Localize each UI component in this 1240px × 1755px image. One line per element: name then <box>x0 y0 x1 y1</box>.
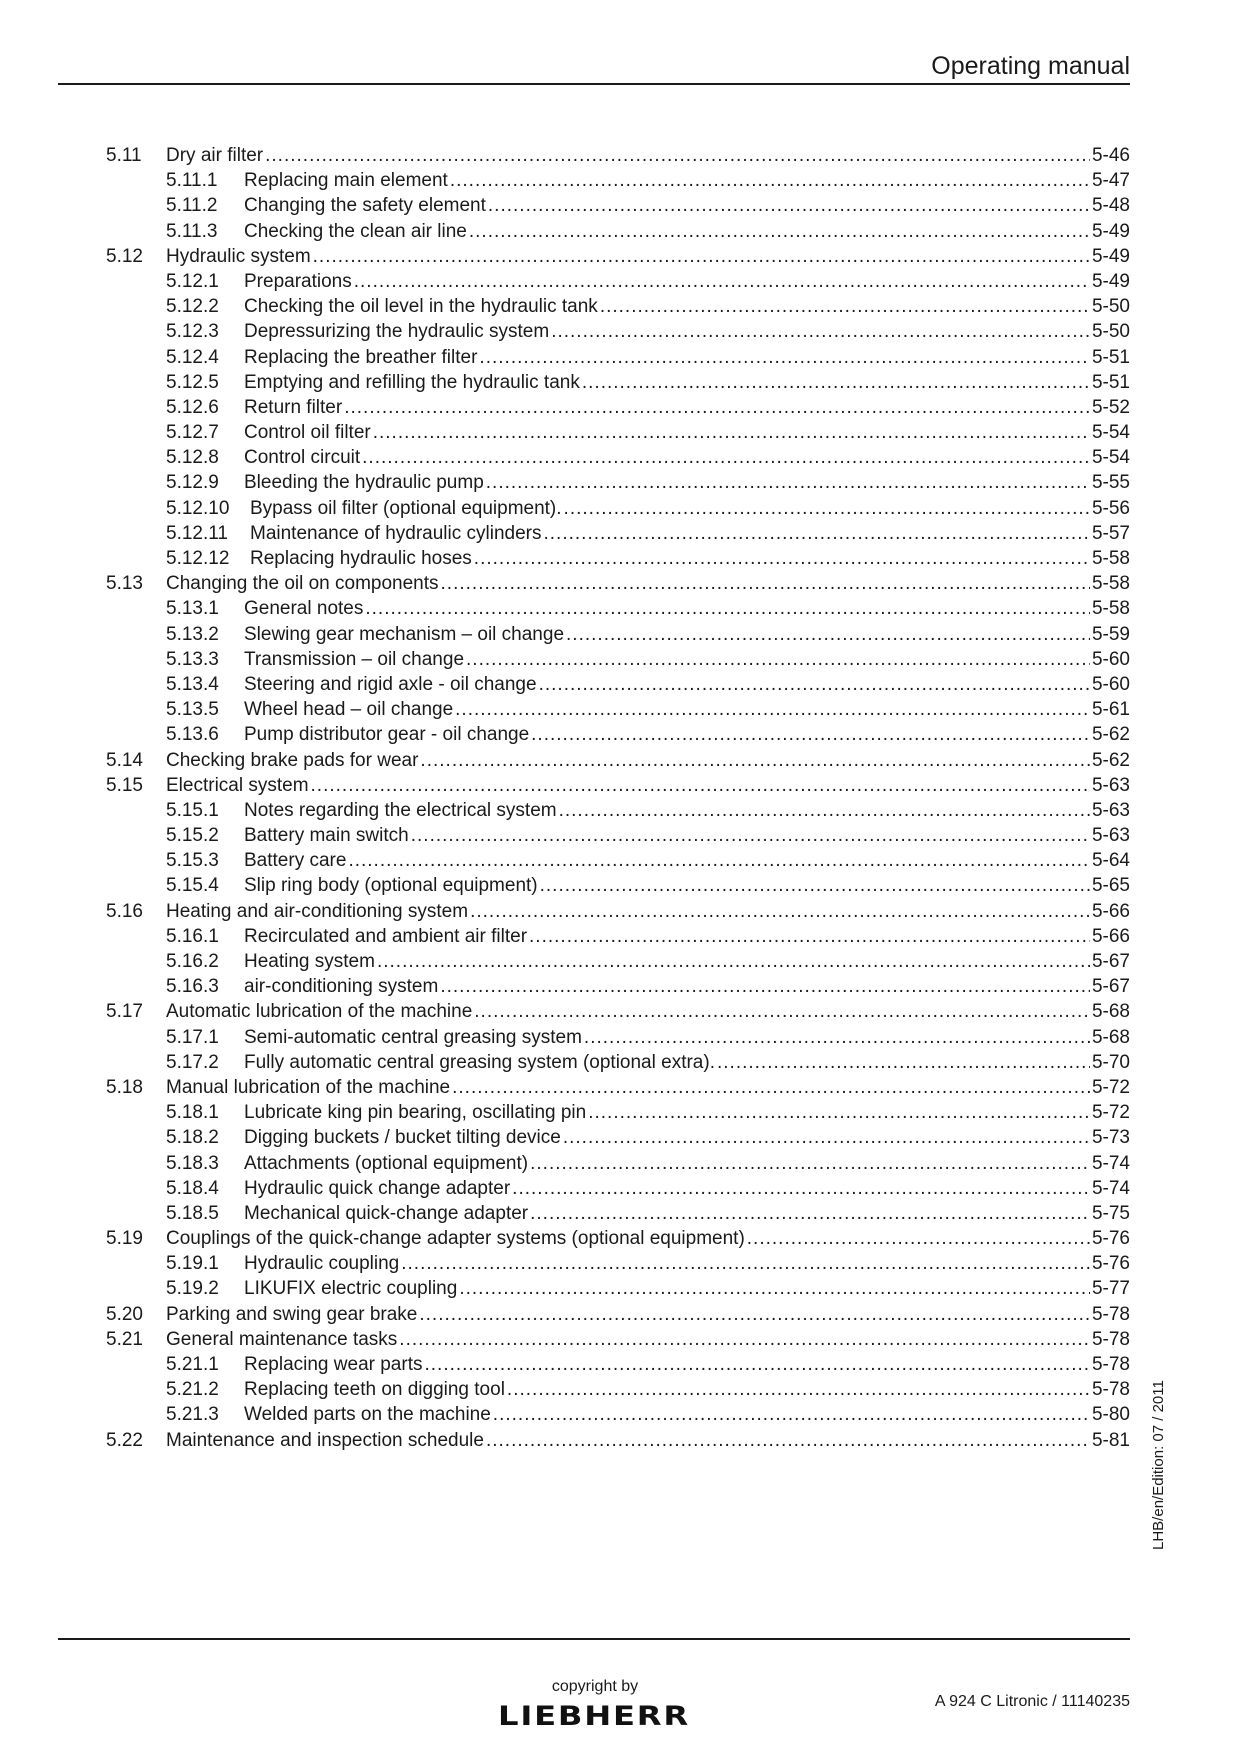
toc-leader-dots <box>311 773 1090 798</box>
toc-section-row[interactable] <box>106 748 1130 773</box>
toc-number: 5.13.6 <box>166 724 219 746</box>
toc-title: Pump distributor gear - oil change <box>244 724 530 746</box>
toc-title: General maintenance tasks <box>166 1328 398 1350</box>
toc-page-number: 5-77 <box>1091 1278 1130 1300</box>
toc-number: 5.20 <box>106 1303 143 1325</box>
toc-number: 5.12.9 <box>166 472 219 494</box>
toc-subsection-row[interactable] <box>106 722 1130 747</box>
toc-page-number: 5-51 <box>1091 371 1130 393</box>
toc-leader-dots <box>420 748 1090 773</box>
toc-title: Wheel head – oil change <box>244 699 454 721</box>
toc-number: 5.15.3 <box>166 850 219 872</box>
toc-section-row[interactable] <box>106 899 1130 924</box>
toc-number: 5.22 <box>106 1429 143 1451</box>
toc-number: 5.12.2 <box>166 296 219 318</box>
toc-page-number: 5-55 <box>1091 472 1130 494</box>
toc-page-number: 5-67 <box>1091 976 1130 998</box>
toc-page-number: 5-68 <box>1091 1001 1130 1023</box>
toc-leader-dots <box>544 521 1090 546</box>
toc-title: Replacing hydraulic hoses <box>250 548 472 569</box>
toc-title: Changing the safety element <box>244 195 486 217</box>
toc-leader-dots <box>479 345 1090 370</box>
toc-leader-dots <box>474 546 1090 571</box>
toc-title: Steering and rigid axle - oil change <box>244 673 537 695</box>
toc-leader-dots <box>469 219 1090 244</box>
toc-number: 5.19.2 <box>166 1278 219 1300</box>
toc-leader-dots <box>564 496 1090 521</box>
toc-number: 5.13.4 <box>166 673 219 695</box>
liebherr-logo <box>496 1700 692 1730</box>
toc-section-row[interactable] <box>106 1428 1130 1453</box>
toc-number: 5.12.10 <box>166 497 230 519</box>
toc-number: 5.19 <box>106 1228 143 1250</box>
toc-section-row[interactable] <box>106 143 1130 168</box>
toc-title: Slip ring body (optional equipment) <box>244 875 538 897</box>
toc-page-number: 5-61 <box>1091 699 1130 721</box>
toc-title: Couplings of the quick-change adapter systems (optional equipment) <box>166 1228 745 1250</box>
toc-page-number: 5-54 <box>1091 422 1130 444</box>
toc-subsection-row[interactable] <box>106 1125 1130 1150</box>
toc-number: 5.18.2 <box>166 1127 219 1149</box>
toc-number: 5.16.1 <box>166 925 219 947</box>
toc-number: 5.13.5 <box>166 699 219 721</box>
toc-page-number: 5-74 <box>1091 1152 1130 1174</box>
toc-page-number: 5-63 <box>1091 825 1130 847</box>
toc-subsection-row[interactable] <box>106 496 1130 521</box>
toc-leader-dots <box>551 319 1090 344</box>
toc-title: Attachments (optional equipment) <box>244 1152 529 1174</box>
toc-title: Maintenance of hydraulic cylinders <box>250 522 542 544</box>
toc-title: Preparations <box>244 270 352 292</box>
toc-title: Semi-automatic central greasing system <box>244 1026 582 1048</box>
toc-number: 5.13 <box>106 573 143 595</box>
toc-subsection-row[interactable] <box>106 1201 1130 1226</box>
toc-subsection-row[interactable] <box>106 1100 1130 1125</box>
toc-number: 5.11.1 <box>166 170 218 192</box>
toc-leader-dots <box>440 974 1090 999</box>
toc-page-number: 5-49 <box>1091 220 1130 242</box>
toc-page-number: 5-72 <box>1091 1076 1130 1098</box>
toc-title: Battery care <box>244 850 347 872</box>
toc-title: Automatic lubrication of the machine <box>166 1001 473 1023</box>
toc-title: Lubricate king pin bearing, oscillating pin <box>244 1102 587 1124</box>
toc-subsection-row[interactable] <box>106 974 1130 999</box>
footer-divider <box>58 1638 1130 1640</box>
toc-subsection-row[interactable] <box>106 521 1130 546</box>
toc-page-number: 5-65 <box>1091 875 1130 897</box>
toc-title: Replacing wear parts <box>244 1354 423 1375</box>
toc-number: 5.12.4 <box>166 346 219 368</box>
toc-number: 5.21 <box>106 1328 143 1350</box>
toc-subsection-row[interactable] <box>106 672 1130 697</box>
toc-title: Checking brake pads for wear <box>166 749 419 771</box>
toc-subsection-row[interactable] <box>106 1151 1130 1176</box>
toc-number: 5.19.1 <box>166 1253 219 1275</box>
toc-leader-dots <box>441 571 1090 596</box>
toc-title: Checking the oil level in the hydraulic tank <box>244 296 598 318</box>
toc-title: Notes regarding the electrical system <box>244 799 557 821</box>
toc-page-number: 5-62 <box>1091 724 1130 746</box>
liebherr-logo-text: LIEBHERR <box>498 1701 690 1730</box>
toc-leader-dots <box>373 420 1090 445</box>
toc-leader-dots <box>486 470 1090 495</box>
toc-number: 5.18.3 <box>166 1152 219 1174</box>
toc-leader-dots <box>377 949 1090 974</box>
toc-page-number: 5-54 <box>1091 447 1130 469</box>
toc-number: 5.14 <box>106 749 143 771</box>
toc-leader-dots <box>466 647 1090 672</box>
toc-title: Emptying and refilling the hydraulic tank <box>244 371 580 393</box>
toc-page-number: 5-49 <box>1091 245 1130 267</box>
toc-page-number: 5-64 <box>1091 850 1130 872</box>
toc-page-number: 5-67 <box>1091 951 1130 972</box>
toc-title: Bypass oil filter (optional equipment). <box>250 497 562 519</box>
toc-title: LIKUFIX electric coupling <box>244 1278 458 1300</box>
toc-number: 5.21.1 <box>166 1354 219 1375</box>
toc-leader-dots <box>365 596 1090 621</box>
toc-page-number: 5-60 <box>1091 673 1130 695</box>
toc-leader-dots <box>531 722 1090 747</box>
toc-page-number: 5-80 <box>1091 1404 1130 1426</box>
toc-leader-dots <box>530 1201 1090 1226</box>
toc-subsection-row[interactable] <box>106 596 1130 621</box>
toc-page-number: 5-78 <box>1091 1354 1130 1375</box>
toc-leader-dots <box>348 848 1090 873</box>
toc-title: Slewing gear mechanism – oil change <box>244 623 565 645</box>
toc-number: 5.18.1 <box>166 1102 219 1124</box>
toc-page-number: 5-78 <box>1091 1379 1130 1401</box>
toc-subsection-row[interactable] <box>106 294 1130 319</box>
toc-leader-dots <box>419 1302 1090 1327</box>
toc-leader-dots <box>488 193 1090 218</box>
toc-number: 5.15.2 <box>166 825 219 847</box>
toc-number: 5.12.12 <box>166 548 230 569</box>
toc-page-number: 5-46 <box>1091 145 1130 166</box>
toc-number: 5.15.4 <box>166 875 219 897</box>
toc-title: Replacing teeth on digging tool <box>244 1379 505 1401</box>
toc-subsection-row[interactable] <box>106 546 1130 571</box>
toc-title: Mechanical quick-change adapter <box>244 1202 529 1224</box>
toc-page-number: 5-60 <box>1091 648 1130 670</box>
toc-number: 5.13.1 <box>166 598 219 620</box>
toc-leader-dots <box>600 294 1090 319</box>
toc-section-row[interactable] <box>106 999 1130 1024</box>
toc-page-number: 5-62 <box>1091 749 1130 771</box>
toc-title: Depressurizing the hydraulic system <box>244 321 550 343</box>
toc-subsection-row[interactable] <box>106 168 1130 193</box>
toc-page-number: 5-52 <box>1091 396 1130 418</box>
toc-leader-dots <box>559 798 1090 823</box>
toc-number: 5.12.5 <box>166 371 219 393</box>
toc-subsection-row[interactable] <box>106 647 1130 672</box>
toc-leader-dots <box>507 1377 1090 1402</box>
toc-page-number: 5-76 <box>1091 1228 1130 1250</box>
toc-title: Maintenance and inspection schedule <box>166 1429 484 1451</box>
model-number: A 924 C Litronic / 11140235 <box>934 1693 1130 1710</box>
toc-title: General notes <box>244 598 364 620</box>
toc-page-number: 5-59 <box>1091 623 1130 645</box>
toc-leader-dots <box>582 370 1090 395</box>
toc-number: 5.16.2 <box>166 951 219 972</box>
toc-leader-dots <box>539 672 1090 697</box>
toc-page-number: 5-56 <box>1091 497 1130 519</box>
toc-title: Heating system <box>244 951 375 972</box>
toc-subsection-row[interactable] <box>106 219 1130 244</box>
toc-leader-dots <box>486 1428 1090 1453</box>
toc-number: 5.12.6 <box>166 396 219 418</box>
edition-note: LHB/en/Edition: 07 / 2011 <box>1150 1380 1167 1550</box>
toc-subsection-row[interactable] <box>106 1377 1130 1402</box>
toc-title: Return filter <box>244 396 343 418</box>
toc-title: Digging buckets / bucket tilting device <box>244 1127 561 1149</box>
toc-page-number: 5-78 <box>1091 1328 1130 1350</box>
toc-leader-dots <box>540 873 1090 898</box>
toc-subsection-row[interactable] <box>106 1352 1130 1377</box>
toc-leader-dots <box>717 1050 1090 1075</box>
toc-number: 5.12 <box>106 245 143 267</box>
toc-leader-dots <box>563 1125 1090 1150</box>
toc-page-number: 5-47 <box>1091 170 1130 192</box>
toc-section-row[interactable] <box>106 1302 1130 1327</box>
toc-leader-dots <box>265 143 1090 168</box>
toc-leader-dots <box>474 999 1090 1024</box>
toc-title: Hydraulic coupling <box>244 1253 400 1275</box>
toc-page-number: 5-78 <box>1091 1303 1130 1325</box>
toc-number: 5.18 <box>106 1076 143 1098</box>
toc-leader-dots <box>452 1075 1090 1100</box>
toc-subsection-row[interactable] <box>106 420 1130 445</box>
toc-subsection-row[interactable] <box>106 697 1130 722</box>
toc-title: Hydraulic system <box>166 245 311 267</box>
toc-number: 5.21.2 <box>166 1379 219 1401</box>
toc-page-number: 5-50 <box>1091 321 1130 343</box>
toc-number: 5.16 <box>106 900 143 922</box>
table-of-contents <box>106 143 1130 1453</box>
toc-subsection-row[interactable] <box>106 1251 1130 1276</box>
toc-number: 5.12.3 <box>166 321 219 343</box>
toc-number: 5.11.2 <box>166 195 218 217</box>
toc-title: Welded parts on the machine <box>244 1404 491 1426</box>
toc-leader-dots <box>450 168 1090 193</box>
toc-subsection-row[interactable] <box>106 319 1130 344</box>
toc-leader-dots <box>747 1226 1090 1251</box>
toc-subsection-row[interactable] <box>106 924 1130 949</box>
toc-number: 5.21.3 <box>166 1404 219 1426</box>
toc-page-number: 5-58 <box>1091 573 1130 595</box>
toc-page-number: 5-51 <box>1091 346 1130 368</box>
toc-subsection-row[interactable] <box>106 949 1130 974</box>
toc-title: Battery main switch <box>244 825 409 847</box>
toc-section-row[interactable] <box>106 571 1130 596</box>
toc-title: Parking and swing gear brake <box>166 1303 418 1325</box>
toc-leader-dots <box>411 823 1090 848</box>
toc-section-row[interactable] <box>106 1327 1130 1352</box>
toc-leader-dots <box>399 1327 1090 1352</box>
toc-section-row[interactable] <box>106 244 1130 269</box>
toc-leader-dots <box>529 924 1090 949</box>
toc-page-number: 5-50 <box>1091 296 1130 318</box>
toc-title: Checking the clean air line <box>244 220 467 242</box>
toc-leader-dots <box>354 269 1090 294</box>
toc-page-number: 5-70 <box>1091 1051 1130 1073</box>
toc-subsection-row[interactable] <box>106 395 1130 420</box>
toc-subsection-row[interactable] <box>106 470 1130 495</box>
toc-title: Heating and air-conditioning system <box>166 900 469 922</box>
toc-subsection-row[interactable] <box>106 873 1130 898</box>
toc-number: 5.16.3 <box>166 976 219 998</box>
toc-page-number: 5-49 <box>1091 270 1130 292</box>
toc-page-number: 5-68 <box>1091 1026 1130 1048</box>
toc-page-number: 5-48 <box>1091 195 1130 217</box>
toc-title: Bleeding the hydraulic pump <box>244 472 484 494</box>
toc-subsection-row[interactable] <box>106 622 1130 647</box>
toc-leader-dots <box>401 1251 1090 1276</box>
toc-leader-dots <box>566 622 1090 647</box>
toc-subsection-row[interactable] <box>106 445 1130 470</box>
toc-page-number: 5-58 <box>1091 548 1130 569</box>
toc-leader-dots <box>459 1276 1090 1301</box>
toc-leader-dots <box>455 697 1090 722</box>
toc-title: Dry air filter <box>166 145 264 166</box>
toc-section-row[interactable] <box>106 1226 1130 1251</box>
toc-page-number: 5-72 <box>1091 1102 1130 1124</box>
toc-number: 5.11 <box>106 145 142 166</box>
toc-number: 5.17 <box>106 1001 143 1023</box>
toc-leader-dots <box>470 899 1090 924</box>
toc-number: 5.11.3 <box>166 220 218 242</box>
toc-number: 5.15 <box>106 774 143 796</box>
toc-number: 5.13.2 <box>166 623 219 645</box>
toc-number: 5.17.2 <box>166 1051 219 1073</box>
copyright-text: copyright by <box>551 1678 639 1695</box>
toc-number: 5.18.5 <box>166 1202 219 1224</box>
toc-leader-dots <box>584 1025 1090 1050</box>
toc-section-row[interactable] <box>106 1075 1130 1100</box>
toc-page-number: 5-66 <box>1091 900 1130 922</box>
toc-number: 5.12.7 <box>166 422 219 444</box>
toc-leader-dots <box>313 244 1090 269</box>
toc-page-number: 5-58 <box>1091 598 1130 620</box>
toc-title: Control oil filter <box>244 422 371 444</box>
toc-subsection-row[interactable] <box>106 1050 1130 1075</box>
toc-leader-dots <box>530 1151 1090 1176</box>
toc-page-number: 5-57 <box>1091 522 1130 544</box>
toc-number: 5.12.1 <box>166 270 219 292</box>
toc-subsection-row[interactable] <box>106 1402 1130 1427</box>
toc-subsection-row[interactable] <box>106 1025 1130 1050</box>
toc-leader-dots <box>512 1176 1090 1201</box>
toc-page-number: 5-75 <box>1091 1202 1130 1224</box>
toc-number: 5.12.8 <box>166 447 219 469</box>
toc-subsection-row[interactable] <box>106 370 1130 395</box>
toc-title: Electrical system <box>166 774 309 796</box>
toc-leader-dots <box>424 1352 1089 1377</box>
toc-page-number: 5-81 <box>1091 1429 1130 1451</box>
toc-page-number: 5-63 <box>1091 774 1130 796</box>
toc-leader-dots <box>588 1100 1090 1125</box>
toc-title: air-conditioning system <box>244 976 439 998</box>
toc-page-number: 5-73 <box>1091 1127 1130 1149</box>
toc-leader-dots <box>362 445 1090 470</box>
toc-title: Control circuit <box>244 447 361 469</box>
toc-number: 5.15.1 <box>166 799 219 821</box>
toc-subsection-row[interactable] <box>106 798 1130 823</box>
page-header-title: Operating manual <box>931 52 1130 80</box>
toc-subsection-row[interactable] <box>106 269 1130 294</box>
toc-section-row[interactable] <box>106 773 1130 798</box>
header-divider <box>58 83 1130 85</box>
toc-title: Hydraulic quick change adapter <box>244 1177 511 1199</box>
toc-subsection-row[interactable] <box>106 1276 1130 1301</box>
toc-title: Recirculated and ambient air filter <box>244 925 528 947</box>
toc-subsection-row[interactable] <box>106 1176 1130 1201</box>
toc-title: Manual lubrication of the machine <box>166 1076 451 1098</box>
toc-title: Replacing the breather filter <box>244 346 478 368</box>
toc-page-number: 5-63 <box>1091 799 1130 821</box>
toc-number: 5.13.3 <box>166 648 219 670</box>
toc-subsection-row[interactable] <box>106 193 1130 218</box>
toc-subsection-row[interactable] <box>106 345 1130 370</box>
toc-title: Changing the oil on components <box>166 573 439 595</box>
toc-leader-dots <box>493 1402 1090 1427</box>
toc-title: Replacing main element <box>244 170 448 192</box>
toc-number: 5.18.4 <box>166 1177 219 1199</box>
toc-title: Transmission – oil change <box>244 648 465 670</box>
toc-subsection-row[interactable] <box>106 848 1130 873</box>
toc-title: Fully automatic central greasing system (optional extra). <box>244 1051 715 1073</box>
toc-page-number: 5-66 <box>1091 925 1130 947</box>
toc-number: 5.17.1 <box>166 1026 219 1048</box>
toc-leader-dots <box>344 395 1090 420</box>
toc-page-number: 5-76 <box>1091 1253 1130 1275</box>
toc-number: 5.12.11 <box>166 522 228 544</box>
toc-subsection-row[interactable] <box>106 823 1130 848</box>
toc-page-number: 5-74 <box>1091 1177 1130 1199</box>
